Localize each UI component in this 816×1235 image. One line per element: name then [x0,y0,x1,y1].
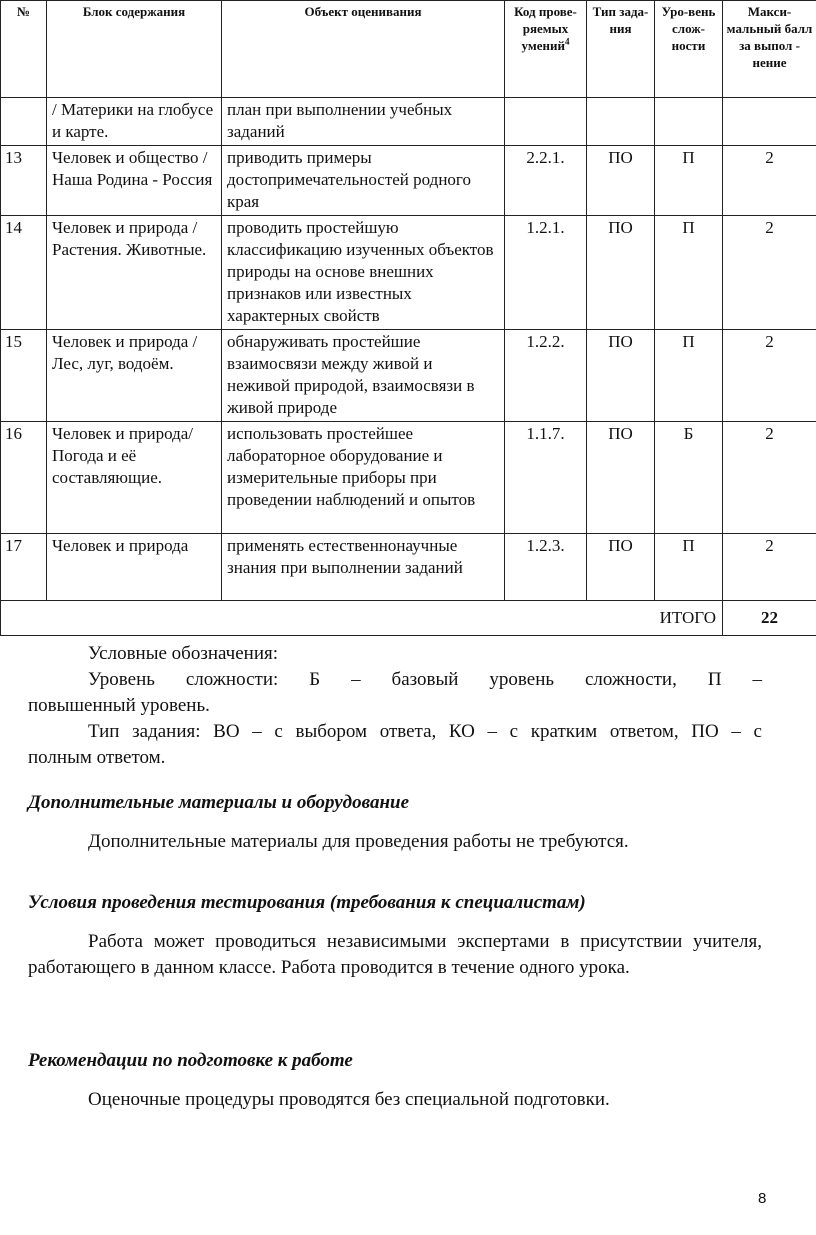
section-text-conditions: Работа может проводиться независимыми экспертами в присутствии учителя, работающего в данном классе. Работа проводится в течение одного урока. [28,931,762,978]
legend-type-line: Тип задания: ВО – с выбором ответа, КО – с кратким ответом, ПО – с [88,721,762,742]
header-level: Уро-вень слож-ности [655,1,723,98]
row-object: применять естественнонаучные знания при выполнении заданий [222,534,505,601]
row-code: 1.2.1. [505,216,587,330]
legend-type-line-2: полным ответом. [28,747,166,768]
header-max: Макси-мальный балл за выпол - нение [723,1,816,98]
header-num: № [1,1,47,98]
legend [28,641,762,771]
table-row [1,534,816,601]
row-type: ПО [587,216,655,330]
table-row [1,422,816,534]
row-type: ПО [587,146,655,216]
row-max: 2 [723,330,816,422]
row-level: П [655,216,723,330]
row-max: 2 [723,146,816,216]
row-num: 13 [1,146,47,216]
row-level: П [655,146,723,216]
header-code-text: Код прове-ряемых умений [514,4,577,53]
row-type: ПО [587,422,655,534]
section-text-conditions-block [28,929,762,981]
row-object: использовать простейшее лабораторное оборудование и измерительные приборы при проведении наблюдений и опытов [222,422,505,534]
row-level: П [655,534,723,601]
row-object: приводить примеры достопримечательностей родного края [222,146,505,216]
legend-level-line: Уровень сложности: Б – базовый уровень сложности, П – [88,669,762,690]
row-max [723,98,816,146]
section-heading-conditions: Условия проведения тестирования (требования к специалистам) [28,892,586,913]
row-block: Человек и природа / Лес, луг, водоём. [47,330,222,422]
row-num [1,98,47,146]
section-text-materials-block [28,829,762,855]
table-row [1,330,816,422]
row-level: П [655,330,723,422]
page-number: 8 [758,1190,767,1207]
row-code [505,98,587,146]
row-type: ПО [587,534,655,601]
row-block: Человек и природа / Растения. Животные. [47,216,222,330]
header-object: Объект оценивания [222,1,505,98]
row-level [655,98,723,146]
row-object: проводить простейшую классификацию изученных объектов природы на основе внешних признаков или известных характерных свойств [222,216,505,330]
row-num: 16 [1,422,47,534]
row-max: 2 [723,534,816,601]
legend-level-line-2: повышенный уровень. [28,695,210,716]
row-code: 2.2.1. [505,146,587,216]
row-object: обнаруживать простейшие взаимосвязи между живой и неживой природой, взаимосвязи в живой природе [222,330,505,422]
table-row [1,98,816,146]
section-heading-materials: Дополнительные материалы и оборудование [28,792,410,813]
header-code-footnote: 4 [564,36,570,47]
legend-title: Условные обозначения: [88,643,279,664]
total-row [1,601,816,636]
header-block: Блок содержания [47,1,222,98]
header-code [505,1,587,98]
table-header-row [1,1,816,98]
row-block: / Материки на глобусе и карте. [47,98,222,146]
table-row [1,146,816,216]
section-text-recommendations: Оценочные процедуры проводятся без специальной подготовки. [88,1089,610,1110]
row-num: 17 [1,534,47,601]
total-value: 22 [723,601,816,636]
header-type: Тип зада-ния [587,1,655,98]
row-num: 14 [1,216,47,330]
row-object: план при выполнении учебных заданий [222,98,505,146]
section-text-recommendations-block [28,1087,762,1113]
row-max: 2 [723,216,816,330]
row-code: 1.2.3. [505,534,587,601]
table-row [1,216,816,330]
row-type: ПО [587,330,655,422]
row-code: 1.1.7. [505,422,587,534]
row-block: Человек и природа/ Погода и её составляющие. [47,422,222,534]
total-label: ИТОГО [1,601,723,636]
row-block: Человек и общество / Наша Родина - Россия [47,146,222,216]
row-max: 2 [723,422,816,534]
row-code: 1.2.2. [505,330,587,422]
row-type [587,98,655,146]
section-heading-recommendations: Рекомендации по подготовке к работе [28,1050,353,1071]
section-text-materials: Дополнительные материалы для проведения работы не требуются. [88,831,629,852]
row-level: Б [655,422,723,534]
row-block: Человек и природа [47,534,222,601]
row-num: 15 [1,330,47,422]
